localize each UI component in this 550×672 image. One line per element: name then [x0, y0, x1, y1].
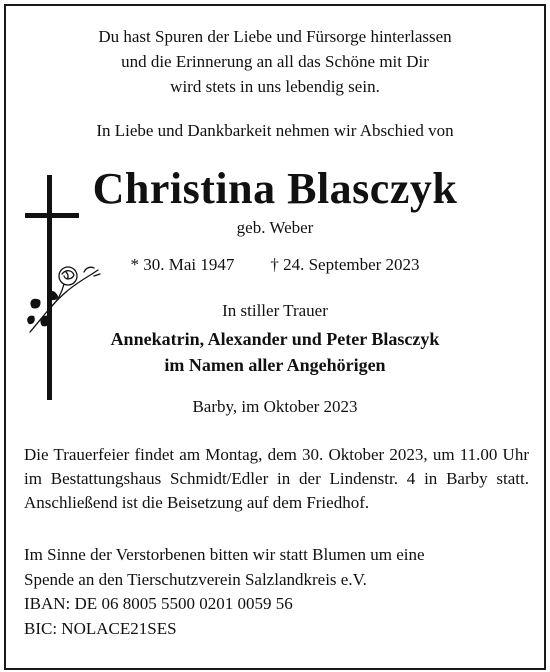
- mourners: [0, 326, 550, 378]
- poem-line: Du hast Spuren der Liebe und Fürsorge hinterlassen: [98, 27, 452, 46]
- birth-date: * 30. Mai 1947: [130, 255, 235, 274]
- donation-info: [24, 543, 529, 641]
- farewell-intro: In Liebe und Dankbarkeit nehmen wir Abschied von: [96, 121, 454, 140]
- donation-line: Spende an den Tierschutzverein Salzlandkreis e.V.: [24, 569, 367, 589]
- iban: IBAN: DE 06 8005 5500 0201 0059 56: [24, 594, 293, 613]
- bic: BIC: NOLACE21SES: [24, 618, 177, 638]
- donation-line: Im Sinne der Verstorbenen bitten wir statt Blumen um eine: [24, 545, 425, 564]
- poem-line: wird stets in uns lebendig sein.: [170, 77, 380, 96]
- mourner-names: Annekatrin, Alexander und Peter Blasczyk: [110, 329, 440, 349]
- life-dates: [0, 255, 550, 275]
- mourning-heading: In stiller Trauer: [222, 301, 328, 320]
- funeral-info: Die Trauerfeier findet am Montag, dem 30. Oktober 2023, um 11.00 Uhr im Bestattungshaus Schmidt/Edler in der Lindenstr. 4 in Barby statt. Anschließend ist die Beisetzung auf dem Friedhof.: [24, 445, 529, 512]
- maiden-name: geb. Weber: [236, 218, 314, 237]
- deceased-name: Christina Blasczyk: [92, 164, 458, 213]
- death-date: † 24. September 2023: [270, 255, 420, 274]
- poem: [0, 24, 550, 99]
- place-date: Barby, im Oktober 2023: [192, 397, 358, 416]
- poem-line: und die Erinnerung an all das Schöne mit Dir: [121, 52, 429, 71]
- mourner-relatives: im Namen aller Angehörigen: [164, 355, 386, 375]
